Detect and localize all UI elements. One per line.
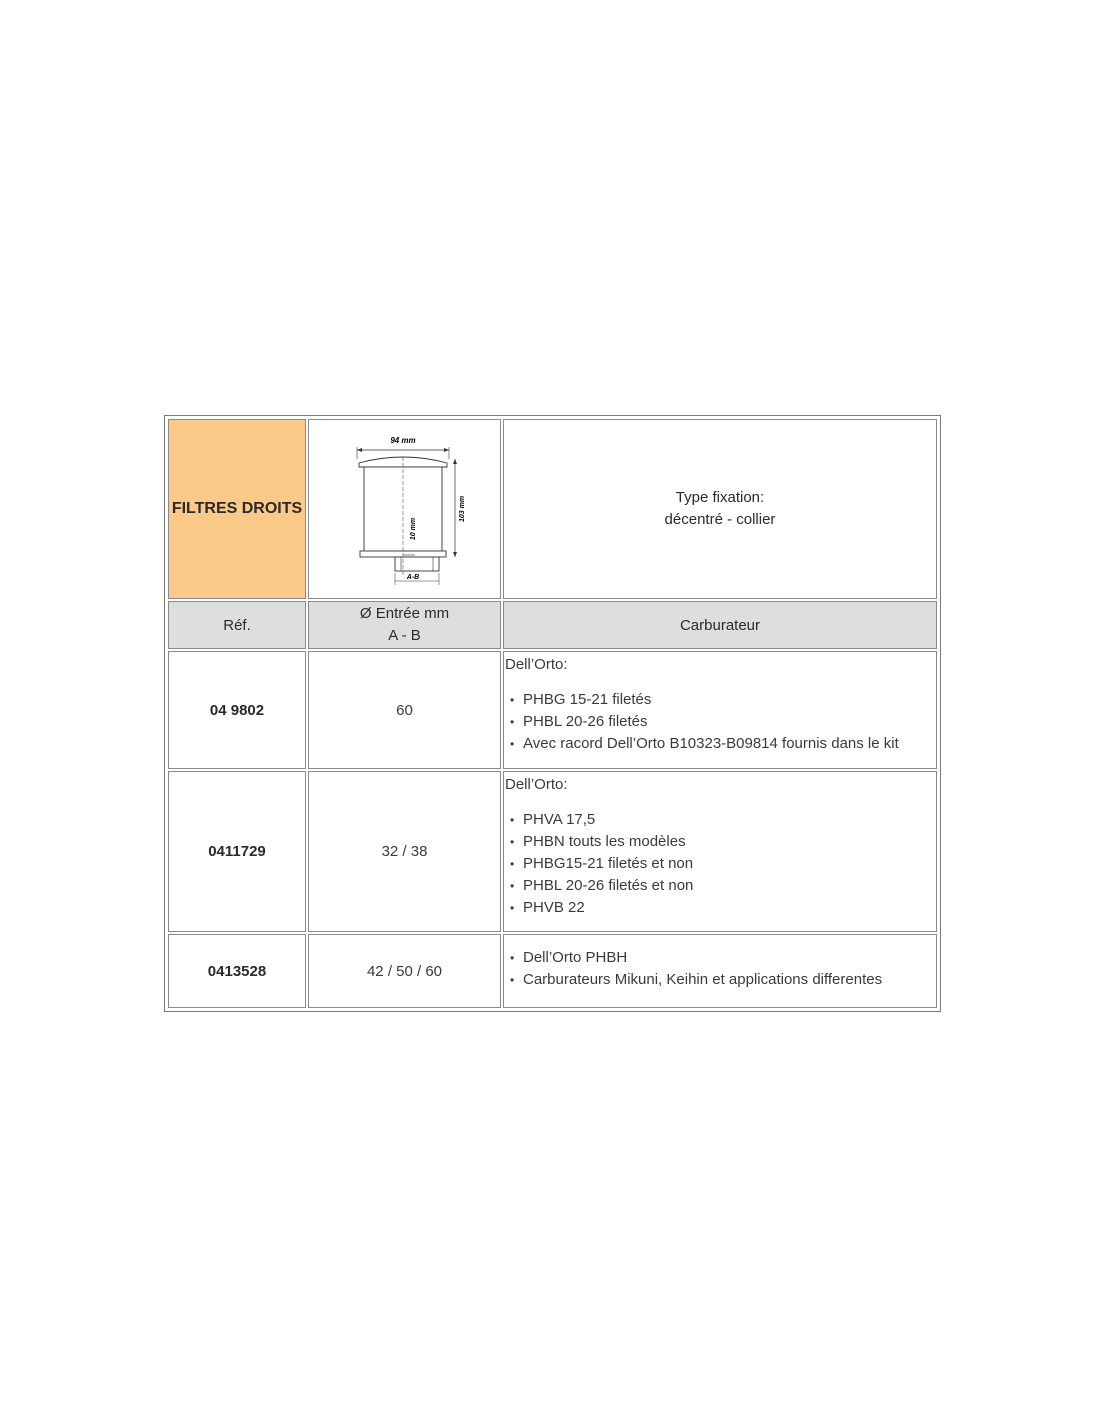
table-row — [168, 771, 937, 932]
row-diameter: 60 — [308, 651, 501, 769]
list-item: • PHVB 22 — [523, 897, 936, 919]
row-ref: 04 9802 — [168, 651, 306, 769]
fixation-info — [503, 419, 937, 599]
filter-diagram — [345, 429, 465, 589]
table-row — [168, 651, 937, 769]
fixation-value: décentré - collier — [664, 511, 776, 528]
list-item: • PHBG15-21 filetés et non — [523, 853, 936, 875]
header-diameter-sub: A - B — [388, 627, 421, 644]
table-title: FILTRES DROITS — [168, 419, 306, 599]
table-header-row — [168, 601, 937, 649]
table-row — [168, 934, 937, 1008]
list-item: • Dell’Orto PHBH — [523, 947, 936, 969]
fixation-label: Type fixation: — [675, 489, 765, 506]
diagram-height-label: 103 mm — [458, 495, 466, 523]
carb-list — [505, 689, 936, 755]
filter-diagram-cell — [308, 419, 501, 599]
row-carburetor — [503, 934, 937, 1008]
list-item: • Avec racord Dell’Orto B10323-B09814 fournis dans le kit — [523, 733, 936, 755]
row-diameter: 42 / 50 / 60 — [308, 934, 501, 1008]
row-carburetor — [503, 651, 937, 769]
list-item: • PHBN touts les modèles — [523, 831, 936, 853]
header-carburetor: Carburateur — [503, 601, 937, 649]
carb-list — [505, 809, 936, 919]
diagram-inlet-label: A-B — [406, 574, 419, 581]
carb-brand: Dell’Orto: — [505, 656, 568, 673]
diagram-offset-label: 10 mm — [409, 517, 417, 541]
list-item: • PHBG 15-21 filetés — [523, 689, 936, 711]
list-item: • PHVA 17,5 — [523, 809, 936, 831]
row-carburetor — [503, 771, 937, 932]
row-ref: 0413528 — [168, 934, 306, 1008]
row-ref: 0411729 — [168, 771, 306, 932]
row-diameter: 32 / 38 — [308, 771, 501, 932]
header-ref: Réf. — [168, 601, 306, 649]
list-item: • PHBL 20-26 filetés et non — [523, 875, 936, 897]
diagram-width-label: 94 mm — [389, 436, 416, 445]
filter-spec-table — [164, 415, 941, 1012]
carb-list — [505, 947, 936, 991]
header-diameter — [308, 601, 501, 649]
list-item: • PHBL 20-26 filetés — [523, 711, 936, 733]
list-item: • Carburateurs Mikuni, Keihin et applications differentes — [523, 969, 936, 991]
header-diameter-label: Ø Entrée mm — [359, 605, 450, 622]
carb-brand: Dell’Orto: — [505, 776, 568, 793]
